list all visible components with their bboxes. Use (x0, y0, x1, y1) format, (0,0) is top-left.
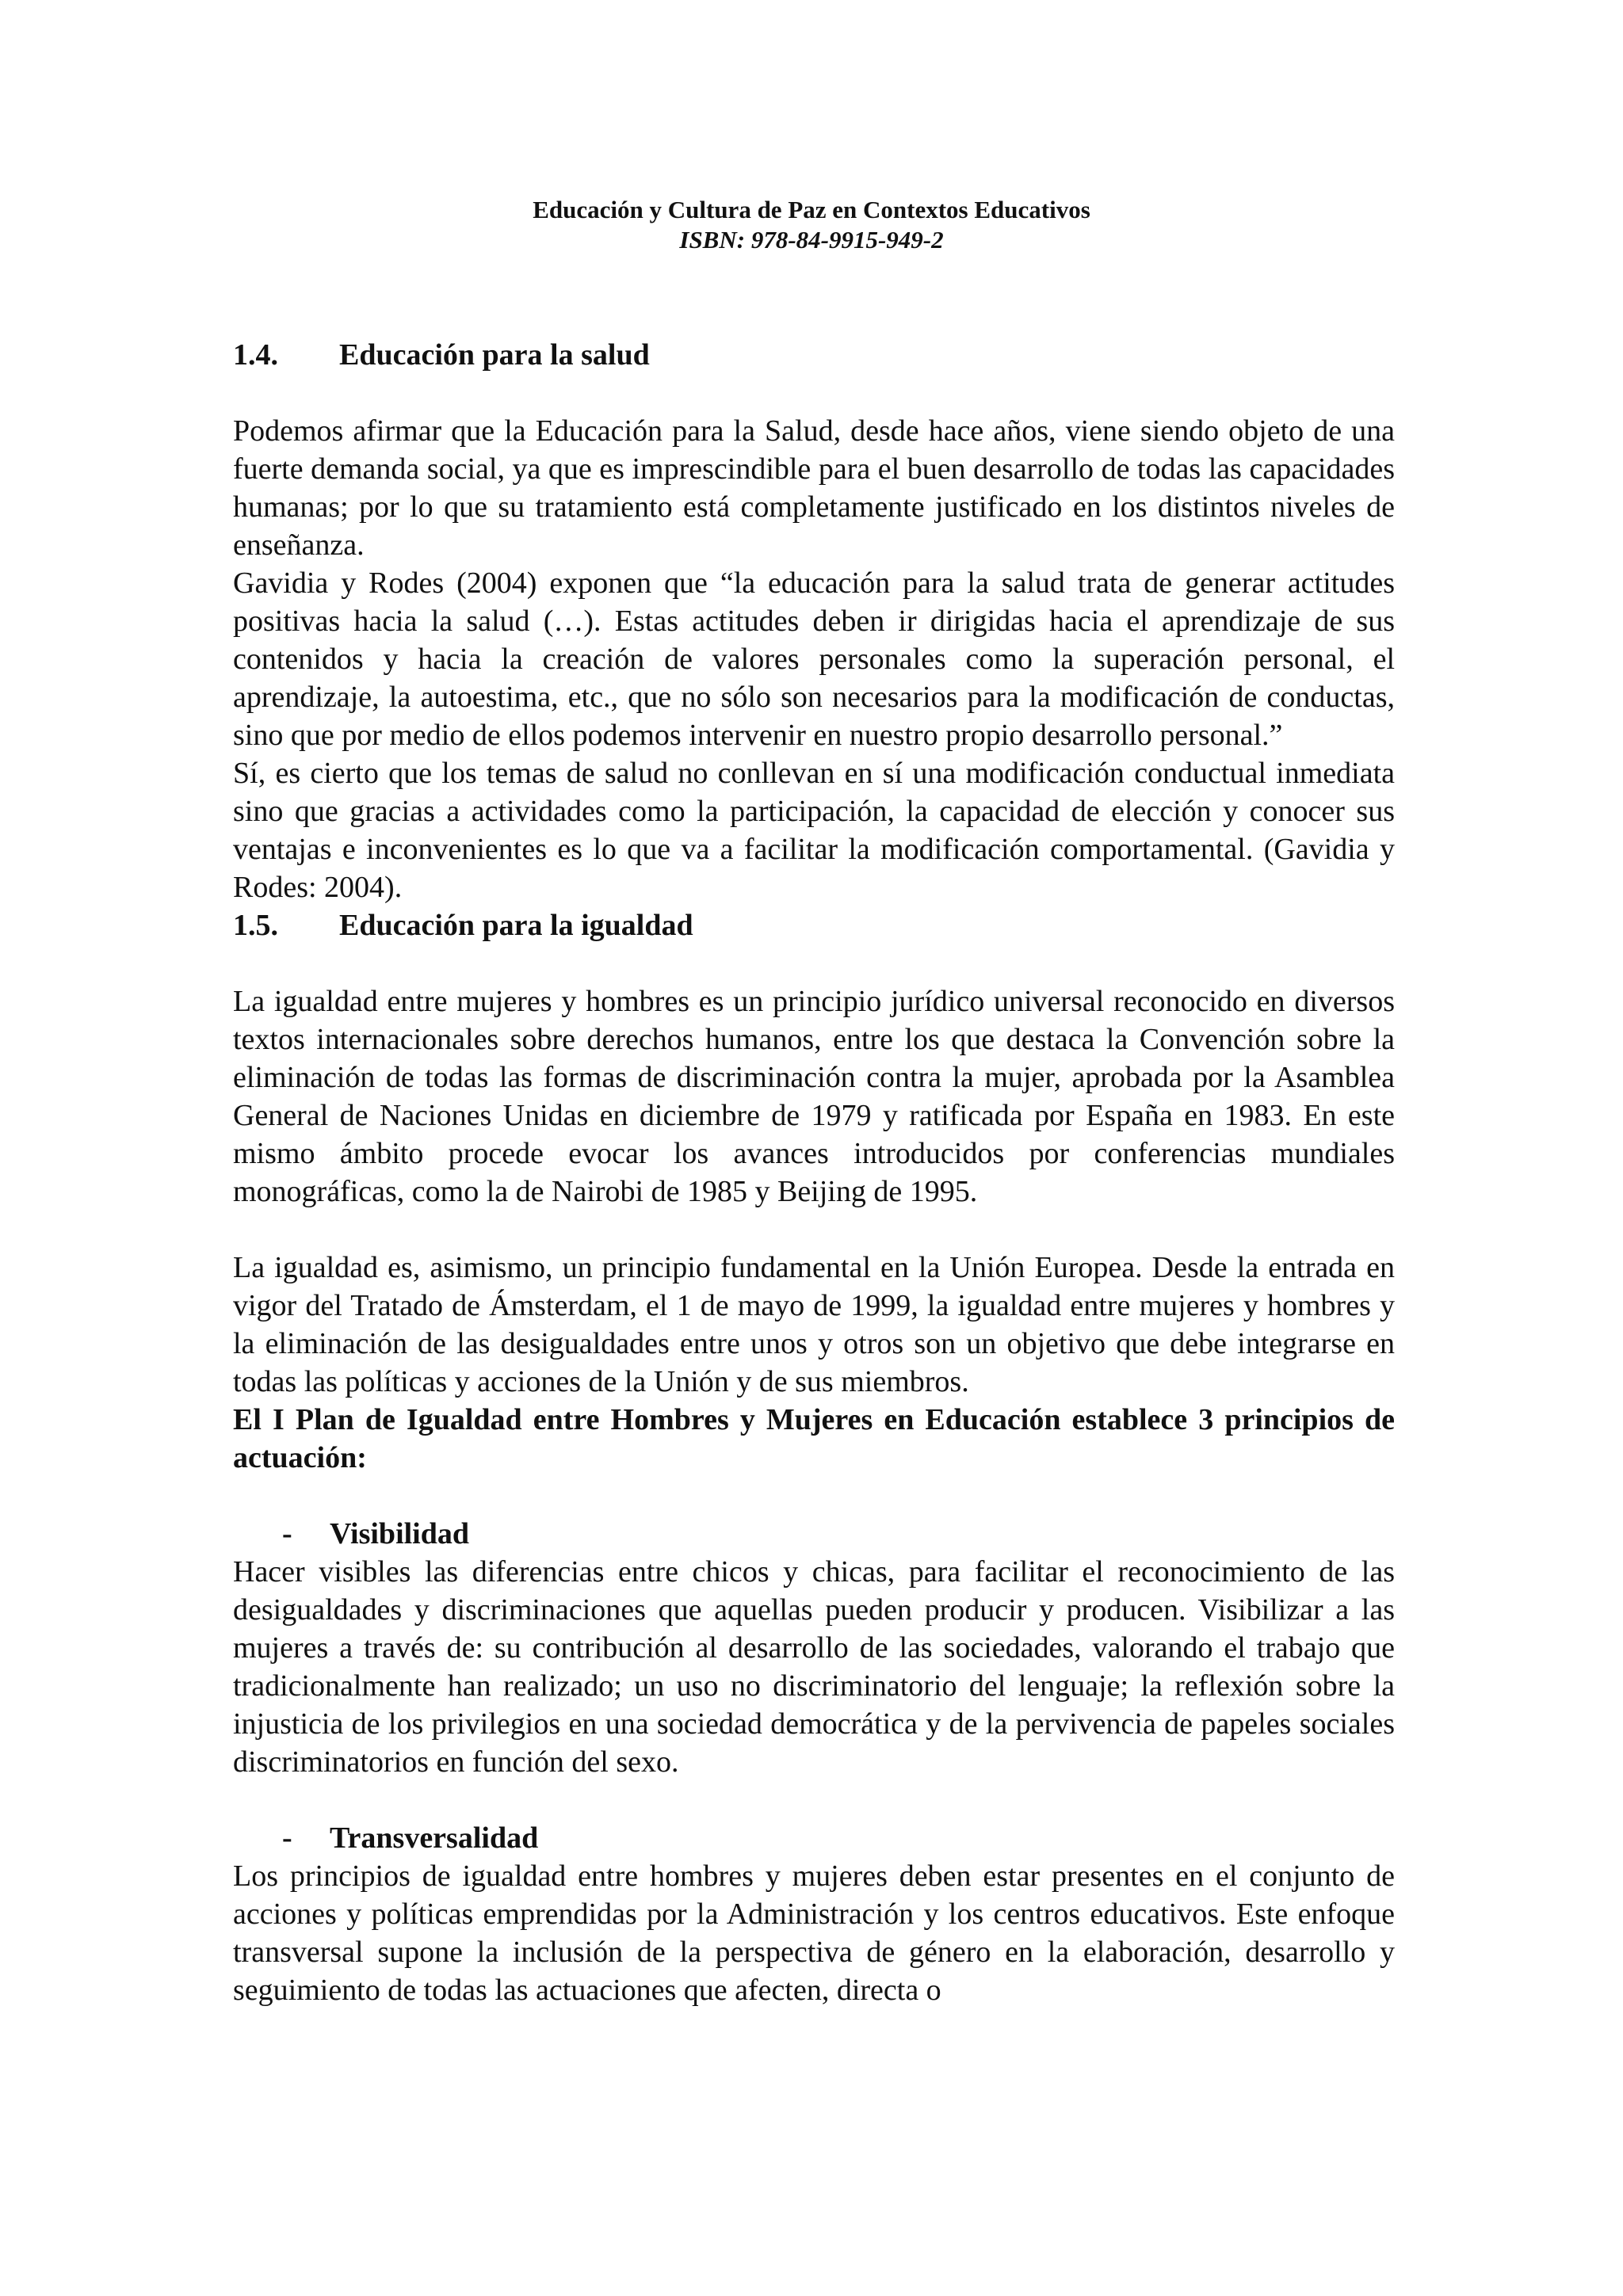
principle-text: Hacer visibles las diferencias entre chicos y chicas, para facilitar el reconocimiento de las desigualdades y discriminaciones que aquellas pueden producir y producen. Visibilizar a las mujeres a través de: su contribución al desarrollo de las sociedades, valorando el trabajo que tradicionalmente han realizado; un uso no discriminatorio del lenguaje; la reflexión sobre la injusticia de los privilegios en una sociedad democrática y de la pervivencia de papeles sociales discriminatorios en función del sexo. (233, 1555, 1395, 1779)
principle-heading-visibilidad (233, 1515, 1395, 1553)
principle-title: Transversalidad (330, 1821, 539, 1855)
spacer (233, 1477, 1395, 1515)
running-header (0, 195, 1623, 255)
section-title: Educación para la salud (339, 338, 650, 372)
section-heading-1-5 (233, 906, 1395, 944)
spacer (233, 1211, 1395, 1249)
section-number: 1.4. (233, 338, 278, 372)
header-isbn: ISBN: 978-84-9915-949-2 (679, 226, 944, 254)
bullet-dash: - (282, 1517, 292, 1550)
principle-text: Los principios de igualdad entre hombres y mujeres deben estar presentes en el conjunto de acciones y políticas emprendidas por la Administración y los centros educativos. Este enfoque transversal supone la inclusión de la perspectiva de género en la elaboración, desarrollo y seguimiento de todas las actuaciones que afecten, directa o (233, 1859, 1395, 2007)
bullet-dash: - (282, 1821, 292, 1855)
document-body (233, 336, 1395, 2009)
principle-title: Visibilidad (330, 1517, 470, 1550)
paragraph: La igualdad entre mujeres y hombres es un principio jurídico universal reconocido en diversos textos internacionales sobre derechos humanos, entre los que destaca la Convención sobre la eliminación de todas las formas de discriminación contra la mujer, aprobada por la Asamblea General de Naciones Unidas en diciembre de 1979 y ratificada por España en 1983. En este mismo ámbito procede evocar los avances introducidos por conferencias mundiales monográficas, como la de Nairobi de 1985 y Beijing de 1995. (233, 985, 1395, 1208)
paragraph: Gavidia y Rodes (2004) exponen que “la educación para la salud trata de generar actitudes positivas hacia la salud (…). Estas actitudes deben ir dirigidas hacia el aprendizaje de sus contenidos y hacia la creación de valores personales como la superación personal, el aprendizaje, la autoestima, etc., que no sólo son necesarios para la modificación de conductas, sino que por medio de ellos podemos intervenir en nuestro propio desarrollo personal.” (233, 566, 1395, 752)
spacer (233, 1781, 1395, 1819)
section-title: Educación para la igualdad (339, 909, 693, 942)
header-title: Educación y Cultura de Paz en Contextos Educativos (533, 196, 1090, 223)
principle-heading-transversalidad (233, 1819, 1395, 1857)
section-heading-1-4 (233, 336, 1395, 374)
paragraph: Sí, es cierto que los temas de salud no conllevan en sí una modificación conductual inmediata sino que gracias a actividades como la participación, la capacidad de elección y conocer sus ventajas e inconvenientes es lo que va a facilitar la modificación comportamental. (Gavidia y Rodes: 2004). (233, 757, 1395, 904)
paragraph: La igualdad es, asimismo, un principio fundamental en la Unión Europea. Desde la entrada en vigor del Tratado de Ámsterdam, el 1 de mayo de 1999, la igualdad entre mujeres y hombres y la eliminación de las desigualdades entre unos y otros son un objetivo que debe integrarse en todas las políticas y acciones de la Unión y de sus miembros. (233, 1251, 1395, 1398)
paragraph: Podemos afirmar que la Educación para la Salud, desde hace años, viene siendo objeto de una fuerte demanda social, ya que es imprescindible para el buen desarrollo de todas las capacidades humanas; por lo que su tratamiento está completamente justificado en los distintos niveles de enseñanza. (233, 414, 1395, 562)
spacer (233, 944, 1395, 982)
plan-heading: El I Plan de Igualdad entre Hombres y Mujeres en Educación establece 3 principios de actuación: (233, 1403, 1395, 1474)
section-number: 1.5. (233, 909, 278, 942)
spacer (233, 374, 1395, 412)
